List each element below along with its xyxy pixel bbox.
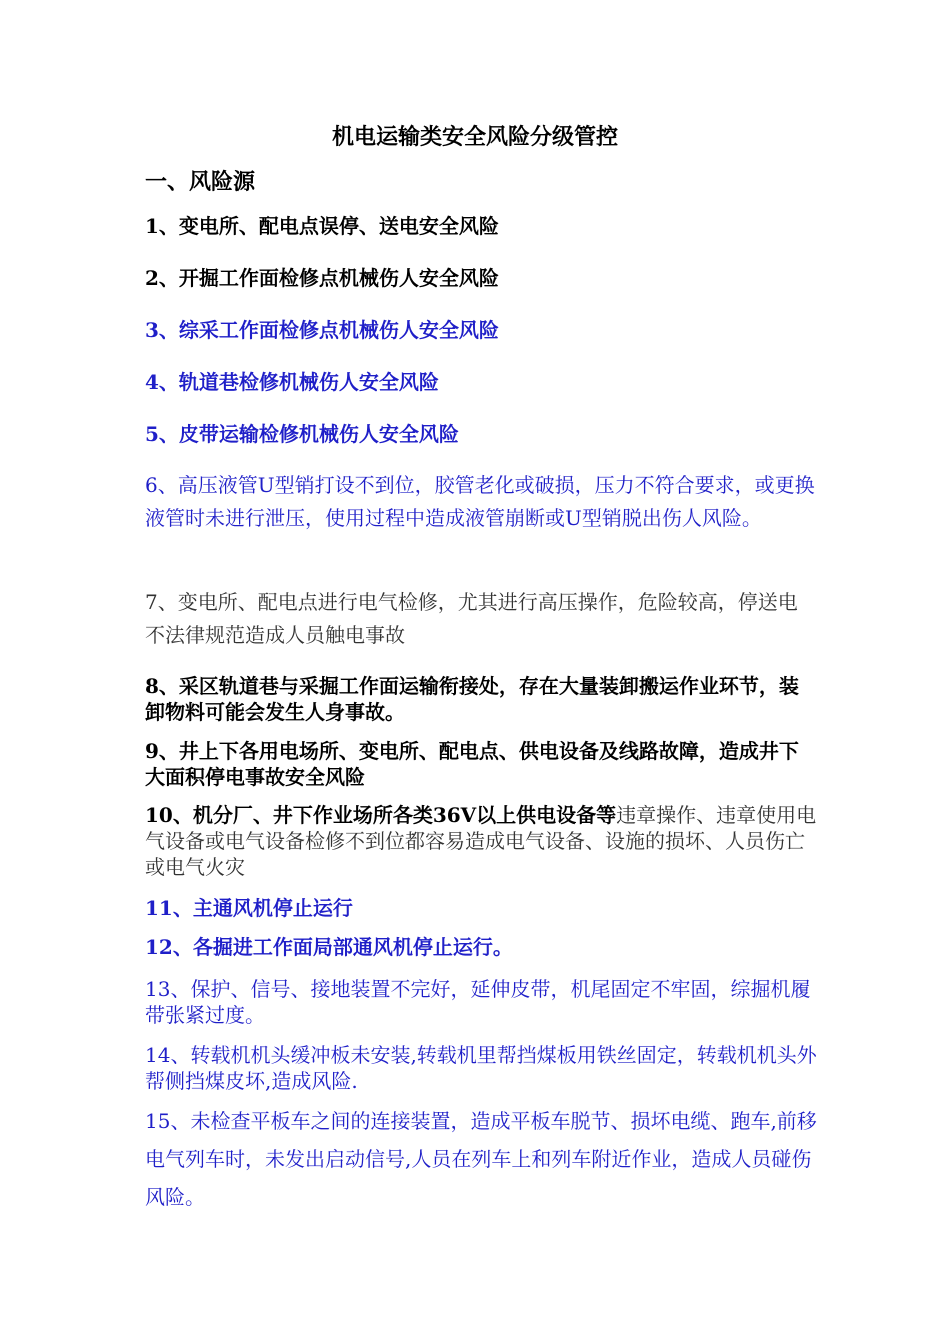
list-item-14: 14、转载机机头缓冲板未安装,转载机里帮挡煤板用铁丝固定，转载机机头外帮侧挡煤皮坏,造成风险.: [145, 1043, 817, 1093]
list-item-10-normal-part: 违章操作、违章使用电气设备或电气设备检修不到位都容易造成电气设备、设施的损坏、人员伤亡或电气火灾: [145, 803, 817, 879]
list-item-4: 4、轨道巷检修机械伤人安全风险: [145, 370, 439, 394]
list-item-10: [145, 802, 817, 880]
list-item-9: 9、井上下各用电场所、变电所、配电点、供电设备及线路故障，造成井下大面积停电事故安全风险: [145, 739, 799, 789]
list-item-2: 2、开掘工作面检修点机械伤人安全风险: [145, 266, 499, 290]
list-item-12: 12、各掘进工作面局部通风机停止运行。: [145, 935, 513, 959]
document-title: 机电运输类安全风险分级管控: [331, 124, 618, 150]
list-item-8: 8、采区轨道巷与采掘工作面运输衔接处，存在大量装卸搬运作业环节，装卸物料可能会发生人身事故。: [145, 674, 799, 724]
list-item-10-bold-part: 10、机分厂、井下作业场所各类36V以上供电设备等: [145, 803, 617, 827]
list-item-3: 3、综采工作面检修点机械伤人安全风险: [145, 318, 499, 342]
list-item-6: 6、高压液管U型销打设不到位，胶管老化或破损，压力不符合要求，或更换液管时未进行泄压，使用过程中造成液管崩断或U型销脱出伤人风险。: [145, 473, 815, 530]
list-item-5: 5、皮带运输检修机械伤人安全风险: [145, 422, 459, 446]
list-item-13: 13、保护、信号、接地装置不完好，延伸皮带，机尾固定不牢固，综掘机履带张紧过度。: [145, 977, 811, 1027]
list-item-7: 7、变电所、配电点进行电气检修，尤其进行高压操作，危险较高，停送电不法律规范造成人员触电事故: [145, 590, 798, 647]
section-heading: 一、风险源: [145, 169, 256, 195]
list-item-1: 1、变电所、配电点误停、送电安全风险: [145, 214, 499, 238]
list-item-11: 11、主通风机停止运行: [145, 896, 353, 920]
list-item-15: 15、未检查平板车之间的连接装置，造成平板车脱节、损坏电缆、跑车,前移电气列车时，未发出启动信号,人员在列车上和列车附近作业，造成人员碰伤风险。: [145, 1109, 817, 1209]
